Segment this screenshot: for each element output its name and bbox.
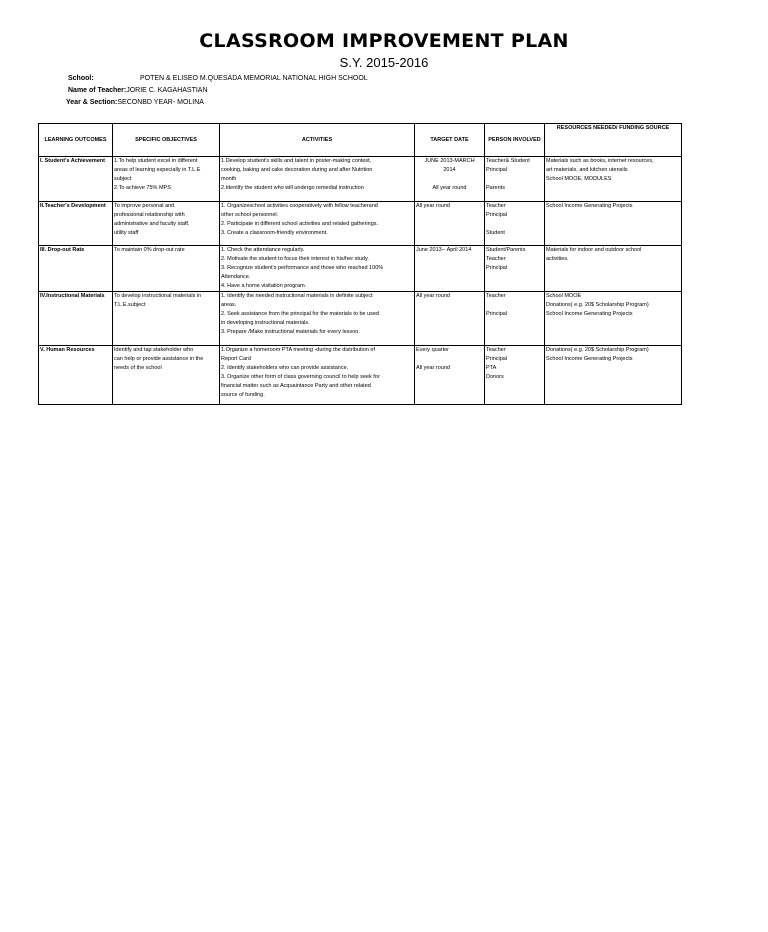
- activities-line: 1.Organize a homeroom PTA meeting -during the distribution of: [221, 347, 375, 353]
- teacher-value: JORIE C. KAGAHASTIAN: [126, 87, 208, 94]
- person-line: Student: [486, 230, 505, 236]
- target-cell: [415, 292, 485, 346]
- activities-line: source of funding.: [221, 392, 265, 398]
- resources-cell: [545, 157, 682, 202]
- target-line: All year round: [416, 365, 450, 371]
- resources-line: School MOOE: [546, 293, 582, 299]
- activities-cell: [220, 157, 415, 202]
- objectives-cell: [113, 157, 220, 202]
- person-line: Principal: [486, 167, 508, 173]
- target-cell: [415, 346, 485, 405]
- resources-line: Donations( e.g. 20$ Scholarship Program): [546, 302, 649, 308]
- header-objectives: SPECIFIC OBJECTIVES: [113, 124, 220, 157]
- resources-line: Materials such as books, internet resources,: [546, 158, 654, 164]
- activities-line: month: [221, 176, 237, 182]
- activities-cell: [220, 202, 415, 246]
- person-line: [486, 301, 543, 310]
- target-line: [416, 175, 483, 184]
- activities-line: in developing instructional materials.: [221, 320, 310, 326]
- resources-cell: [545, 202, 682, 246]
- table-row: [39, 157, 682, 202]
- activities-cell: [220, 246, 415, 292]
- objectives-line: professional relationship with: [114, 212, 185, 218]
- table-row: [39, 202, 682, 246]
- resources-cell: [545, 246, 682, 292]
- target-cell: [415, 246, 485, 292]
- target-line: All year round: [416, 293, 450, 299]
- person-cell: [485, 346, 545, 405]
- teacher-info: [68, 87, 208, 94]
- person-line: Teacher: [486, 256, 506, 262]
- objectives-line: To maintain 0% drop-out rate: [114, 247, 185, 253]
- person-cell: [485, 202, 545, 246]
- objectives-line: To improve personal and: [114, 203, 175, 209]
- person-line: Teacher: [486, 203, 506, 209]
- activities-line: 3. Organize other form of class governing council to help seek for: [221, 374, 380, 380]
- activities-line: 1.Develop student's skills and talent in poster-making contest,: [221, 158, 372, 164]
- objectives-cell: [113, 202, 220, 246]
- activities-cell: [220, 292, 415, 346]
- person-line: PTA: [486, 365, 497, 371]
- objectives-line: 2.To achieve 75% MPS: [114, 185, 171, 191]
- activities-line: 3. Recognize student's performance and those who reached 100%: [221, 265, 384, 271]
- resources-cell: [545, 292, 682, 346]
- objectives-line: 1.To help student excel in different: [114, 158, 198, 164]
- activities-line: 1. Organizeschool activities cooperatively with fellow teacherand: [221, 203, 378, 209]
- header-person-involved: PERSON INVOLVED: [485, 124, 545, 157]
- target-line: Every quarter: [416, 347, 450, 353]
- plan-body: [39, 157, 682, 405]
- objectives-cell: [113, 292, 220, 346]
- activities-line: Report Card: [221, 356, 251, 362]
- person-line: Teacher: [486, 347, 506, 353]
- activities-line: Attendance.: [221, 274, 251, 280]
- objectives-line: can help or provide assistance in the: [114, 356, 204, 362]
- person-cell: [485, 157, 545, 202]
- objectives-cell: [113, 346, 220, 405]
- activities-line: 3. Prepare /Make instructional materials for every lesson.: [221, 329, 360, 335]
- person-cell: [485, 292, 545, 346]
- learning-outcome-cell: IV.Instructional Materials: [39, 292, 113, 346]
- activities-line: 2. Motivate the student to focus their interest in his/her study.: [221, 256, 369, 262]
- learning-outcome-cell: III. Drop-out Rate: [39, 246, 113, 292]
- activities-line: 2. Participate in different school activities and related gatherings.: [221, 221, 379, 227]
- target-line: All year round: [416, 203, 450, 209]
- header-outcomes: LEARNING OUTCOMES: [39, 124, 113, 157]
- header-target-date: TARGET DATE: [415, 124, 485, 157]
- section-value: SECONBD YEAR- MOLINA: [117, 99, 204, 106]
- school-name-row: [140, 75, 368, 82]
- document-title: CLASSROOM IMPROVEMENT PLAN: [199, 30, 569, 52]
- learning-outcome-cell: I. Student's Achievement: [39, 157, 113, 202]
- person-line: Donors: [486, 374, 504, 380]
- activities-line: other school personnel.: [221, 212, 279, 218]
- learning-outcome-cell: II.Teacher's Development: [39, 202, 113, 246]
- objectives-line: areas of learning especially in T.L.E: [114, 167, 201, 173]
- target-line: JUNE 2013-MARCH: [424, 158, 475, 164]
- table-row: [39, 246, 682, 292]
- activities-line: 2. Seek assistance from the principal for the materials to be used: [221, 311, 380, 317]
- target-line: [416, 355, 483, 364]
- activities-line: 4. Have a home visitation program.: [221, 283, 307, 289]
- school-value: POTEN & ELISEO M.QUESADA MEMORIAL NATIONAL HIGH SCHOOL: [140, 75, 368, 82]
- section-info: [66, 99, 204, 106]
- person-cell: [485, 246, 545, 292]
- activities-line: 2.Identify the student who will undergo remedial instruction: [221, 185, 364, 191]
- section-label: Year & Section:: [66, 99, 118, 106]
- activities-line: areas.: [221, 302, 237, 308]
- school-info: [68, 75, 94, 82]
- resources-line: School Income Generating Projects: [546, 356, 633, 362]
- person-line: Principal: [486, 265, 508, 271]
- person-line: [486, 175, 543, 184]
- activities-line: 3. Create a classroom-friendly environment.: [221, 230, 328, 236]
- target-line: June 2013-- April 2014: [416, 247, 472, 253]
- activities-line: 1. Check the attendance regularly.: [221, 247, 305, 253]
- teacher-label: Name of Teacher:: [68, 87, 127, 94]
- activities-line: financial matter such as Acquaintance Party and other related: [221, 383, 371, 389]
- target-cell: [415, 157, 485, 202]
- objectives-cell: [113, 246, 220, 292]
- header-resources: RESOURCES NEEDED/ FUNDING SOURCE: [545, 124, 682, 157]
- resources-cell: [545, 346, 682, 405]
- person-line: Teacher: [486, 293, 506, 299]
- resources-line: School Income Generating Projects: [546, 203, 633, 209]
- person-line: Principal: [486, 212, 508, 218]
- activities-cell: [220, 346, 415, 405]
- improvement-plan-table: [38, 123, 682, 405]
- objectives-line: To develop instructional materials in: [114, 293, 202, 299]
- resources-line: activities.: [546, 256, 569, 262]
- resources-line: Materials for indoor and outdoor school: [546, 247, 642, 253]
- objectives-line: subject: [114, 176, 132, 182]
- person-line: [486, 220, 543, 229]
- person-line: Teacher& Student: [486, 158, 530, 164]
- table-row: [39, 292, 682, 346]
- school-year: S.Y. 2015-2016: [339, 55, 429, 70]
- table-row: [39, 346, 682, 405]
- activities-line: 2. Identify stakeholders who can provide assistance.: [221, 365, 349, 371]
- person-line: Principal: [486, 356, 508, 362]
- objectives-line: Identify and tap stakeholder who: [114, 347, 194, 353]
- objectives-line: utility staff: [114, 230, 139, 236]
- resources-line: School MOOE, MODULES: [546, 176, 612, 182]
- objectives-line: T.L.E.subject: [114, 302, 146, 308]
- resources-line: Donations( e.g. 20$ Scholarship Program): [546, 347, 649, 353]
- header-activities: ACTIVITIES: [220, 124, 415, 157]
- activities-line: cooking, baking and cake decoration during and after Nutrition: [221, 167, 373, 173]
- objectives-line: administrative and faculty staff,: [114, 221, 190, 227]
- target-cell: [415, 202, 485, 246]
- person-line: Principal: [486, 311, 508, 317]
- learning-outcome-cell: V. Human Resources: [39, 346, 113, 405]
- resources-line: School Income Generating Projects: [546, 311, 633, 317]
- activities-line: 1. Identify the needed instructional materials in definite subject: [221, 293, 373, 299]
- resources-line: art materials, and kitchen utensils: [546, 167, 628, 173]
- person-line: Student/Parents: [486, 247, 526, 253]
- objectives-line: needs of the school: [114, 365, 162, 371]
- person-line: Parents: [486, 185, 505, 191]
- target-line: All year round: [432, 185, 467, 191]
- school-label: School:: [68, 75, 94, 82]
- target-line: 2014: [443, 167, 456, 173]
